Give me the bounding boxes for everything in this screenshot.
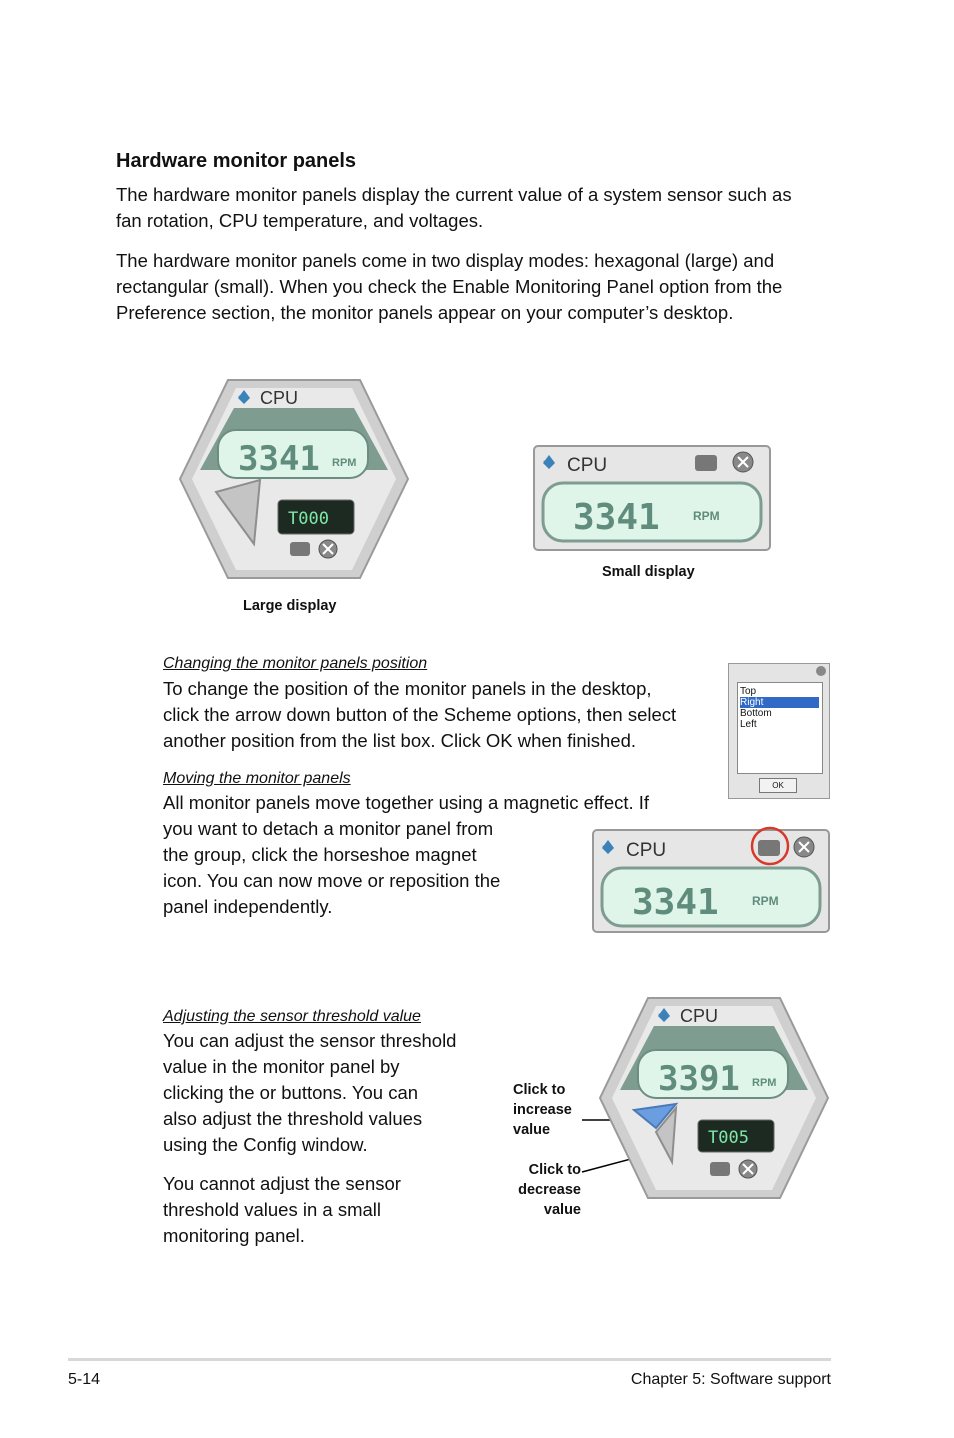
text-line: The hardware monitor panels display the current value of a system sensor such as — [116, 184, 792, 205]
position-subheading: Changing the monitor panels position — [163, 655, 428, 672]
callout-line: increase — [513, 1102, 572, 1118]
text-line: value in the monitor panel by — [163, 1056, 400, 1077]
magnet-monitor-panel[interactable] — [592, 826, 830, 934]
threshold-note — [163, 1171, 401, 1249]
threshold-paragraph — [163, 1028, 456, 1158]
callout-line: value — [543, 1202, 581, 1218]
list-item[interactable]: Top — [740, 686, 757, 697]
modes-paragraph — [116, 248, 782, 326]
panel-unit: RPM — [332, 457, 357, 469]
text-line: panel independently. — [163, 896, 333, 917]
decrease-callout — [505, 1160, 581, 1220]
list-item[interactable]: Left — [740, 719, 757, 730]
panel-unit: RPM — [693, 509, 720, 523]
text-line: Preference section, the monitor panels appear on your computer’s desktop. — [116, 302, 734, 323]
ok-button[interactable]: OK — [759, 778, 797, 793]
position-listbox[interactable] — [737, 682, 823, 774]
moving-paragraph — [163, 790, 649, 920]
footer-rule — [68, 1358, 831, 1361]
text-line: The hardware monitor panels come in two display modes: hexagonal (large) and — [116, 250, 775, 271]
text-line: also adjust the threshold values — [163, 1108, 423, 1129]
threshold-monitor-panel[interactable] — [598, 996, 830, 1200]
text-line: using the Config window. — [163, 1134, 368, 1155]
panel-title: CPU — [567, 455, 608, 476]
large-monitor-panel[interactable] — [178, 378, 410, 580]
text-line: You cannot adjust the sensor — [163, 1173, 401, 1194]
magnet-icon[interactable] — [758, 840, 780, 856]
text-line: click the arrow down button of the Scheme options, then select — [163, 704, 677, 725]
small-display-caption: Small display — [602, 564, 695, 580]
threshold-subheading: Adjusting the sensor threshold value — [163, 1008, 421, 1025]
list-item[interactable]: Bottom — [740, 708, 772, 719]
position-paragraph — [163, 676, 676, 754]
panel-value: 3341 — [238, 439, 320, 479]
panel-value: 3341 — [573, 497, 660, 538]
panel-value: 3391 — [658, 1059, 740, 1099]
threshold-value: T000 — [288, 509, 329, 529]
position-window — [728, 663, 830, 799]
text-line: clicking the or buttons. You can — [163, 1082, 419, 1103]
magnet-icon[interactable] — [290, 542, 310, 556]
threshold-value: T005 — [708, 1128, 749, 1148]
close-icon[interactable] — [816, 666, 826, 676]
callout-line: Click to — [513, 1082, 566, 1098]
small-monitor-panel[interactable] — [533, 445, 771, 551]
page-number: 5-14 — [68, 1371, 101, 1388]
panel-title: CPU — [260, 388, 299, 408]
intro-paragraph — [116, 182, 792, 234]
panel-unit: RPM — [752, 894, 779, 908]
large-display-caption: Large display — [243, 598, 337, 614]
text-line: fan rotation, CPU temperature, and voltages. — [116, 210, 484, 231]
text-line: All monitor panels move together using a magnetic effect. If — [163, 792, 650, 813]
text-line: You can adjust the sensor threshold — [163, 1030, 457, 1051]
magnet-icon[interactable] — [710, 1162, 730, 1176]
moving-subheading: Moving the monitor panels — [163, 770, 351, 787]
magnet-icon[interactable] — [695, 455, 717, 471]
panel-title: CPU — [680, 1006, 719, 1026]
callout-line: Click to — [528, 1162, 581, 1178]
text-line: monitoring panel. — [163, 1225, 305, 1246]
text-line: the group, click the horseshoe magnet — [163, 844, 477, 865]
increase-callout — [513, 1080, 572, 1140]
panel-unit: RPM — [752, 1077, 777, 1089]
chapter-title: Chapter 5: Software support — [630, 1371, 831, 1388]
panel-value: 3341 — [632, 882, 719, 923]
text-line: icon. You can now move or reposition the — [163, 870, 501, 891]
text-line: you want to detach a monitor panel from — [163, 818, 494, 839]
list-item-selected[interactable]: Right — [740, 697, 819, 708]
text-line: To change the position of the monitor panels in the desktop, — [163, 678, 652, 699]
callout-line: value — [513, 1122, 551, 1138]
panel-title: CPU — [626, 840, 667, 861]
callout-line: decrease — [518, 1182, 581, 1198]
section-heading: Hardware monitor panels — [116, 150, 357, 172]
text-line: rectangular (small). When you check the Enable Monitoring Panel option from the — [116, 276, 783, 297]
text-line: threshold values in a small — [163, 1199, 381, 1220]
text-line: another position from the list box. Click OK when finished. — [163, 730, 637, 751]
